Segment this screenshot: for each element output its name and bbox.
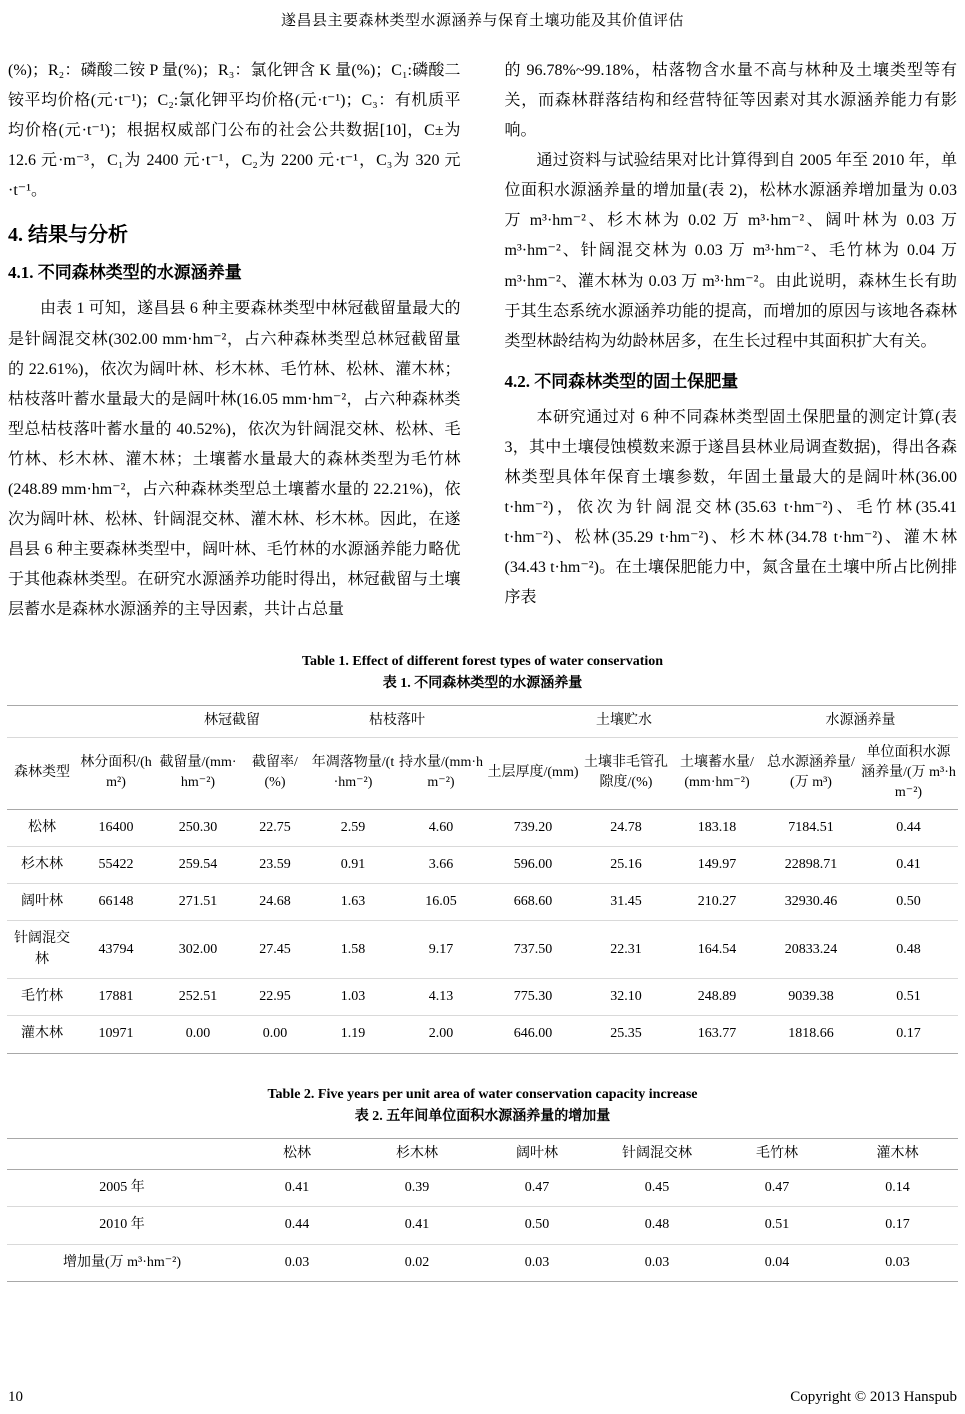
data-cell: 0.51 <box>859 979 958 1016</box>
data-cell: 0.00 <box>262 1026 288 1042</box>
data-cell: 250.30 <box>155 809 241 846</box>
data-cell: 32.10 <box>581 979 671 1016</box>
data-cell: 3.66 <box>397 846 485 883</box>
data-cell: 16.05 <box>397 884 485 921</box>
group-header-water-conservation: 水源涵养量 <box>763 706 958 737</box>
data-cell: 0.41 <box>859 846 958 883</box>
data-cell: 149.97 <box>671 846 763 883</box>
column-header: 松林 <box>237 1138 357 1169</box>
table2 <box>7 1138 958 1282</box>
data-cell: 24.78 <box>581 809 671 846</box>
column-header: 土壤蓄水量/(mm·hm⁻²) <box>671 737 763 809</box>
table-row <box>7 979 958 1016</box>
data-cell: 164.54 <box>671 921 763 979</box>
data-cell: 16400 <box>77 809 155 846</box>
row-header-cell: 杉木林 <box>7 846 77 883</box>
data-cell: 17881 <box>77 979 155 1016</box>
data-cell: 22.95 <box>241 979 309 1016</box>
group-header-soil-storage: 土壤贮水 <box>485 706 763 737</box>
data-cell: 66148 <box>77 884 155 921</box>
column-header <box>7 1138 237 1169</box>
data-cell: 1.03 <box>309 979 397 1016</box>
paragraph-variables: (%)；R₂：磷酸二铵 P 量(%)；R₃：氯化钾含 K 量(%)；C₁:磷酸二铵平均价格(元·t⁻¹)；C₂:氯化钾平均价格(元·t⁻¹)；C₃：有机质平均价格(元·t⁻¹)；根据权威部门公布的社会公共数据[10]，C±为 12.6 元·m⁻³，C₁为 2400 元·t⁻¹，C₂为 2200 元·t⁻¹，C₃为 320 元·t⁻¹。 <box>8 62 461 200</box>
data-cell: 24.68 <box>241 884 309 921</box>
data-cell: 0.17 <box>837 1207 958 1244</box>
data-cell: 9039.38 <box>763 979 859 1016</box>
subsection-heading-soil-conservation: 4.2. 不同森林类型的固土保肥量 <box>504 371 739 391</box>
row-header-cell: 松林 <box>7 809 77 846</box>
data-cell: 31.45 <box>581 884 671 921</box>
data-cell: 737.50 <box>485 921 581 979</box>
data-cell: 248.89 <box>671 979 763 1016</box>
data-cell: 0.03 <box>885 1254 910 1270</box>
data-cell: 183.18 <box>671 809 763 846</box>
row-header-cell: 阔叶林 <box>7 884 77 921</box>
data-cell: 0.48 <box>597 1207 717 1244</box>
table2-body <box>7 1169 958 1281</box>
column-header: 截留量/(mm·hm⁻²) <box>155 737 241 809</box>
table-row <box>7 809 958 846</box>
paragraph-water-analysis: 由表 1 可知，遂昌县 6 种主要森林类型中林冠截留量最大的是针阔混交林(302.00 mm·hm⁻²，占六种森林类型总林冠截留量的 22.61%)，依次为阔叶林、杉木林、毛竹林、松林、灌木林；枯枝落叶蓄水量最大的是阔叶林(16.05 mm·hm⁻²，占六种森林类型总枯枝落叶蓄水量的 40.52%)，依次为针阔混交林、松林、毛竹林、杉木林、灌木林；土壤蓄水量最大的森林类型为毛竹林(248.89 mm·hm⁻²，占六种森林类型总土壤蓄水量的 22.21%)，依次为阔叶林、松林、针阔混交林、灌木林、杉木林。因此，在遂昌县 6 种主要森林类型中，阔叶林、毛竹林的水源涵养能力略优于其他森林类型。在研究水源涵养功能时得出，林冠截留与土壤层蓄水是森林水源涵养的主导因素，共计占总量 <box>8 300 461 619</box>
data-cell: 739.20 <box>485 809 581 846</box>
data-cell: 0.51 <box>717 1207 837 1244</box>
left-column <box>8 56 461 625</box>
column-header: 灌木林 <box>837 1138 958 1169</box>
table1-caption <box>7 651 958 695</box>
data-cell: 4.13 <box>397 979 485 1016</box>
page-number: 10 <box>8 1389 23 1405</box>
data-cell: 596.00 <box>485 846 581 883</box>
table2-block <box>0 1084 965 1282</box>
data-cell: 0.14 <box>837 1169 958 1206</box>
data-cell: 55422 <box>77 846 155 883</box>
data-cell: 25.35 <box>610 1026 642 1042</box>
data-cell: 1.63 <box>309 884 397 921</box>
data-cell: 775.30 <box>485 979 581 1016</box>
right-column <box>505 56 958 625</box>
column-header: 森林类型 <box>7 737 77 809</box>
paragraph-soil-analysis: 本研究通过对 6 种不同森林类型固土保肥量的测定计算(表 3，其中土壤侵蚀模数来源于遂昌县林业局调查数据)，得出各森林类型具体年保育土壤参数，年固土量最大的是阔叶林(36.00 t·hm⁻²)，依次为针阔混交林(35.63 t·hm⁻²)、毛竹林(35.41 t·hm⁻²)、松林(35.29 t·hm⁻²)、杉木林(34.78 t·hm⁻²)、灌木林(34.43 t·hm⁻²)。在土壤保肥能力中，氮含量在土壤中所占比例排序表 <box>504 408 957 607</box>
column-header: 总水源涵养量/(万 m³) <box>763 737 859 809</box>
data-cell: 0.48 <box>859 921 958 979</box>
data-cell: 252.51 <box>155 979 241 1016</box>
section-heading-results: 4. 结果与分析 <box>8 224 128 247</box>
body-columns <box>0 56 965 625</box>
table-row <box>7 884 958 921</box>
data-cell: 32930.46 <box>763 884 859 921</box>
data-cell: 271.51 <box>155 884 241 921</box>
data-cell: 259.54 <box>155 846 241 883</box>
table-row <box>7 1169 958 1206</box>
table-row <box>7 846 958 883</box>
data-cell: 2.00 <box>428 1026 454 1042</box>
data-cell: 210.27 <box>671 884 763 921</box>
data-cell: 43794 <box>77 921 155 979</box>
column-header: 毛竹林 <box>717 1138 837 1169</box>
paragraph-increase-analysis: 通过资料与试验结果对比计算得到自 2005 年至 2010 年，单位面积水源涵养量的增加量(表 2)，松林水源涵养增加量为 0.03 万 m³·hm⁻²、杉木林为 0.02 万 m³·hm⁻²、阔叶林为 0.03 万 m³·hm⁻²、针阔混交林为 0.03 万 m³·hm⁻²、毛竹林为 0.04 万 m³·hm⁻²、灌木林为 0.03 万 m³·hm⁻²。由此说明，森林生长有助于其生态系统水源涵养功能的提高，而增加的原因与该地各森林类型林龄结构为幼龄林居多，在生长过程中其面积扩大有关。 <box>504 152 957 350</box>
data-cell: 0.45 <box>597 1169 717 1206</box>
data-cell: 7184.51 <box>763 809 859 846</box>
copyright: Copyright © 2013 Hanspub <box>790 1389 957 1405</box>
data-cell: 0.02 <box>404 1254 430 1270</box>
group-header-empty <box>7 706 155 737</box>
data-cell: 22898.71 <box>763 846 859 883</box>
table-row <box>7 1244 958 1281</box>
data-cell: 0.03 <box>284 1254 310 1270</box>
column-header: 阔叶林 <box>477 1138 597 1169</box>
data-cell: 4.60 <box>397 809 485 846</box>
column-header: 杉木林 <box>357 1138 477 1169</box>
table-row <box>7 1016 958 1053</box>
data-cell: 0.39 <box>357 1169 477 1206</box>
data-cell: 0.00 <box>185 1026 211 1042</box>
row-header-cell: 针阔混交林 <box>7 921 77 979</box>
row-header-cell: 毛竹林 <box>7 979 77 1016</box>
table1-body <box>7 809 958 1053</box>
table2-column-header-row <box>7 1138 958 1169</box>
data-cell: 0.04 <box>764 1254 790 1270</box>
data-cell: 0.50 <box>477 1207 597 1244</box>
table1-group-header-row <box>7 706 958 737</box>
data-cell: 2.59 <box>309 809 397 846</box>
column-header: 土壤非毛管孔隙度/(%) <box>581 737 671 809</box>
column-header: 林分面积/(hm²) <box>77 737 155 809</box>
data-cell: 1.58 <box>309 921 397 979</box>
data-cell: 0.03 <box>524 1254 550 1270</box>
data-cell: 302.00 <box>155 921 241 979</box>
data-cell: 9.17 <box>397 921 485 979</box>
data-cell: 668.60 <box>485 884 581 921</box>
table1-column-header-row <box>7 737 958 809</box>
data-cell: 0.41 <box>237 1169 357 1206</box>
data-cell: 22.75 <box>241 809 309 846</box>
data-cell: 1.19 <box>340 1026 366 1042</box>
data-cell: 0.91 <box>309 846 397 883</box>
row-header-cell: 2005 年 <box>7 1169 237 1206</box>
row-header-cell: 灌木林 <box>21 1026 63 1042</box>
paragraph-continuation: 的 96.78%~99.18%，枯落物含水量不高与林种及土壤类型等有关，而森林群落结构和经营特征等因素对其水源涵养能力有影响。 <box>504 62 957 140</box>
subsection-heading-water-conservation: 4.1. 不同森林类型的水源涵养量 <box>8 263 242 283</box>
table1-block <box>0 651 965 1053</box>
data-cell: 0.47 <box>717 1169 837 1206</box>
data-cell: 20833.24 <box>763 921 859 979</box>
data-cell: 0.50 <box>859 884 958 921</box>
data-cell: 1818.66 <box>788 1026 834 1042</box>
data-cell: 0.03 <box>644 1254 670 1270</box>
table2-caption-zh: 表 2. 五年间单位面积水源涵养量的增加量 <box>354 1108 611 1124</box>
column-header: 单位面积水源涵养量/(万 m³·hm⁻²) <box>859 737 958 809</box>
row-header-cell: 2010 年 <box>7 1207 237 1244</box>
column-header: 针阔混交林 <box>597 1138 717 1169</box>
data-cell: 646.00 <box>513 1026 553 1042</box>
data-cell: 10971 <box>98 1026 134 1042</box>
column-header: 年凋落物量/(t·hm⁻²) <box>309 737 397 809</box>
table1-caption-en: Table 1. Effect of different forest types of water conservation <box>301 654 664 670</box>
page-footer <box>8 1389 957 1406</box>
data-cell: 0.41 <box>357 1207 477 1244</box>
table-row <box>7 1207 958 1244</box>
column-header: 土层厚度/(mm) <box>485 737 581 809</box>
table2-caption <box>7 1084 958 1128</box>
group-header-canopy: 林冠截留 <box>155 706 309 737</box>
table2-caption-en: Table 2. Five years per unit area of water conservation capacity increase <box>267 1086 698 1102</box>
running-head: 遂昌县主要森林类型水源涵养与保育土壤功能及其价值评估 <box>280 13 684 29</box>
table-row <box>7 921 958 979</box>
row-header-cell: 增加量(万 m³·hm⁻²) <box>62 1254 182 1270</box>
data-cell: 25.16 <box>581 846 671 883</box>
data-cell: 0.44 <box>237 1207 357 1244</box>
group-header-litter: 枯枝落叶 <box>309 706 485 737</box>
data-cell: 0.44 <box>859 809 958 846</box>
table1-caption-zh: 表 1. 不同森林类型的水源涵养量 <box>382 676 583 692</box>
column-header: 持水量/(mm·hm⁻²) <box>397 737 485 809</box>
data-cell: 23.59 <box>241 846 309 883</box>
column-header: 截留率/(%) <box>241 737 309 809</box>
table1 <box>7 705 958 1053</box>
data-cell: 0.17 <box>896 1026 921 1042</box>
data-cell: 0.47 <box>477 1169 597 1206</box>
data-cell: 22.31 <box>581 921 671 979</box>
data-cell: 163.77 <box>697 1026 737 1042</box>
data-cell: 27.45 <box>241 921 309 979</box>
